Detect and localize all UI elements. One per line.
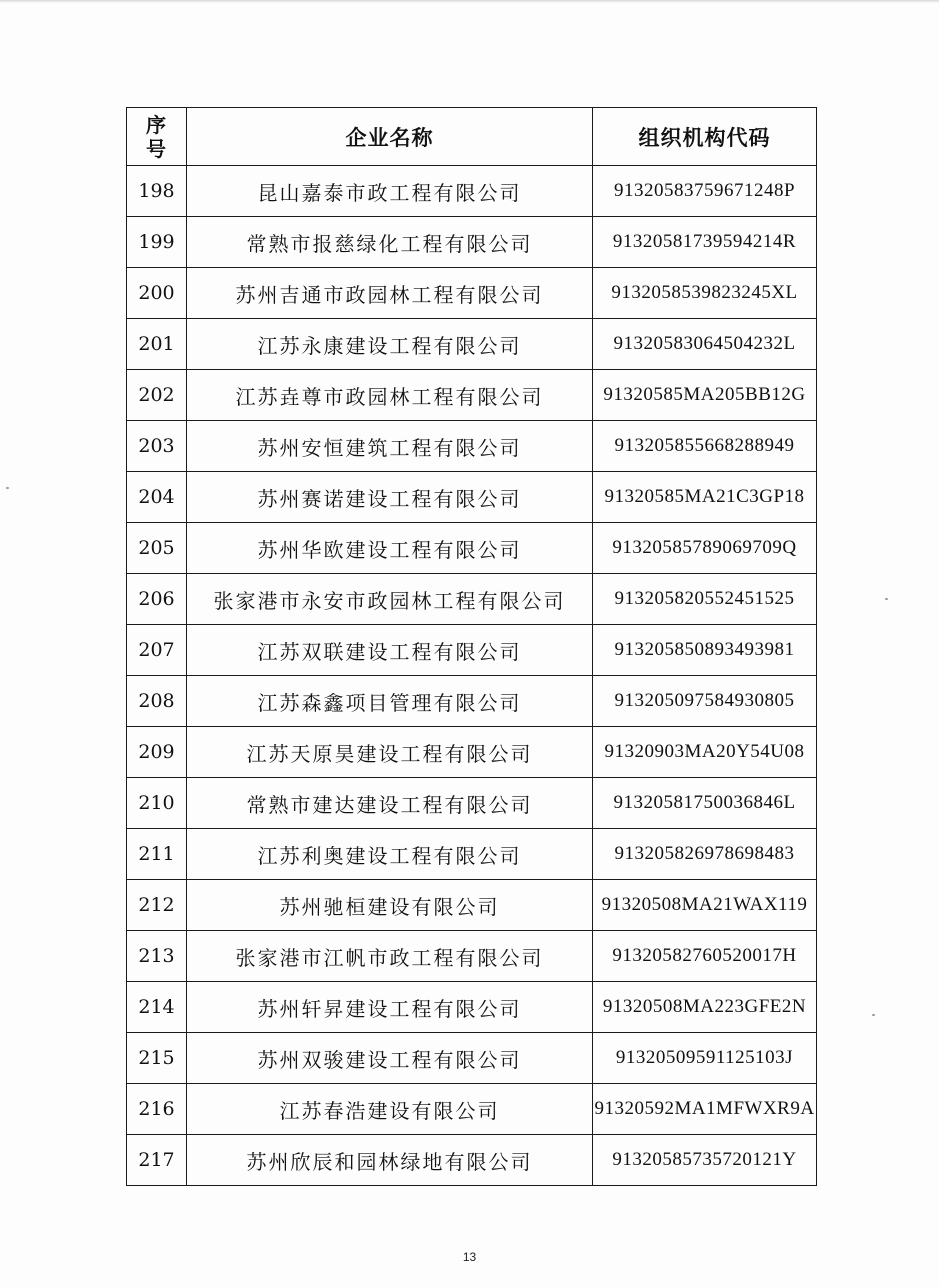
row-company-name-cell: 苏州华欧建设工程有限公司 bbox=[187, 523, 593, 574]
table-row bbox=[127, 880, 817, 931]
table-row bbox=[127, 676, 817, 727]
row-index-cell: 212 bbox=[127, 880, 187, 931]
row-company-name-cell: 苏州赛诺建设工程有限公司 bbox=[187, 472, 593, 523]
table-row bbox=[127, 523, 817, 574]
row-company-name-cell: 苏州双骏建设工程有限公司 bbox=[187, 1033, 593, 1084]
table-row bbox=[127, 166, 817, 217]
row-company-name-cell: 江苏双联建设工程有限公司 bbox=[187, 625, 593, 676]
row-company-name-cell: 张家港市江帆市政工程有限公司 bbox=[187, 931, 593, 982]
row-index-cell: 202 bbox=[127, 370, 187, 421]
row-org-code-cell: 91320583064504232L bbox=[593, 319, 817, 370]
table-row bbox=[127, 319, 817, 370]
row-company-name-cell: 苏州驰桓建设有限公司 bbox=[187, 880, 593, 931]
row-index-cell: 215 bbox=[127, 1033, 187, 1084]
table-header-row bbox=[127, 108, 817, 166]
header-company-name: 企业名称 bbox=[187, 108, 593, 166]
row-org-code-cell: 91320585MA21C3GP18 bbox=[593, 472, 817, 523]
table-row bbox=[127, 217, 817, 268]
row-org-code-cell: 91320585MA205BB12G bbox=[593, 370, 817, 421]
row-org-code-cell: 913205097584930805 bbox=[593, 676, 817, 727]
row-org-code-cell: 91320508MA223GFE2N bbox=[593, 982, 817, 1033]
table-row bbox=[127, 574, 817, 625]
header-index-line2: 号 bbox=[146, 136, 167, 161]
row-org-code-cell: 913205850893493981 bbox=[593, 625, 817, 676]
row-org-code-cell: 91320581750036846L bbox=[593, 778, 817, 829]
scan-speck bbox=[6, 487, 9, 489]
table-row bbox=[127, 829, 817, 880]
row-company-name-cell: 江苏永康建设工程有限公司 bbox=[187, 319, 593, 370]
table-row bbox=[127, 472, 817, 523]
scan-speck bbox=[872, 1014, 875, 1016]
row-company-name-cell: 昆山嘉泰市政工程有限公司 bbox=[187, 166, 593, 217]
row-index-cell: 200 bbox=[127, 268, 187, 319]
row-index-cell: 203 bbox=[127, 421, 187, 472]
table-row bbox=[127, 421, 817, 472]
row-company-name-cell: 常熟市报慈绿化工程有限公司 bbox=[187, 217, 593, 268]
row-index-cell: 216 bbox=[127, 1084, 187, 1135]
row-org-code-cell: 91320508MA21WAX119 bbox=[593, 880, 817, 931]
row-company-name-cell: 江苏利奥建设工程有限公司 bbox=[187, 829, 593, 880]
row-org-code-cell: 913205855668288949 bbox=[593, 421, 817, 472]
row-company-name-cell: 江苏森鑫项目管理有限公司 bbox=[187, 676, 593, 727]
row-org-code-cell: 91320583759671248P bbox=[593, 166, 817, 217]
row-org-code-cell: 9132058539823245XL bbox=[593, 268, 817, 319]
page-number: 13 bbox=[462, 1250, 477, 1264]
table-body bbox=[127, 166, 817, 1186]
row-org-code-cell: 91320581739594214R bbox=[593, 217, 817, 268]
row-company-name-cell: 江苏垚尊市政园林工程有限公司 bbox=[187, 370, 593, 421]
row-company-name-cell: 苏州吉通市政园林工程有限公司 bbox=[187, 268, 593, 319]
row-org-code-cell: 91320582760520017H bbox=[593, 931, 817, 982]
row-company-name-cell: 张家港市永安市政园林工程有限公司 bbox=[187, 574, 593, 625]
row-index-cell: 206 bbox=[127, 574, 187, 625]
table-row bbox=[127, 982, 817, 1033]
header-index-line1: 序 bbox=[146, 112, 167, 137]
row-org-code-cell: 913205820552451525 bbox=[593, 574, 817, 625]
table-row bbox=[127, 625, 817, 676]
enterprise-table bbox=[126, 107, 817, 1186]
table-row bbox=[127, 370, 817, 421]
table-row bbox=[127, 1084, 817, 1135]
row-org-code-cell: 91320592MA1MFWXR9A bbox=[593, 1084, 817, 1135]
row-index-cell: 204 bbox=[127, 472, 187, 523]
scan-speck bbox=[885, 598, 888, 600]
row-org-code-cell: 91320585789069709Q bbox=[593, 523, 817, 574]
row-index-cell: 211 bbox=[127, 829, 187, 880]
row-index-cell: 217 bbox=[127, 1135, 187, 1186]
table-row bbox=[127, 268, 817, 319]
row-index-cell: 208 bbox=[127, 676, 187, 727]
row-company-name-cell: 常熟市建达建设工程有限公司 bbox=[187, 778, 593, 829]
table-row bbox=[127, 1033, 817, 1084]
row-org-code-cell: 913205826978698483 bbox=[593, 829, 817, 880]
row-index-cell: 198 bbox=[127, 166, 187, 217]
row-index-cell: 210 bbox=[127, 778, 187, 829]
scan-edge bbox=[0, 0, 939, 3]
row-index-cell: 207 bbox=[127, 625, 187, 676]
row-org-code-cell: 91320903MA20Y54U08 bbox=[593, 727, 817, 778]
row-org-code-cell: 91320509591125103J bbox=[593, 1033, 817, 1084]
header-index bbox=[127, 108, 187, 166]
row-index-cell: 201 bbox=[127, 319, 187, 370]
row-index-cell: 214 bbox=[127, 982, 187, 1033]
row-index-cell: 199 bbox=[127, 217, 187, 268]
table-row bbox=[127, 727, 817, 778]
row-company-name-cell: 苏州安恒建筑工程有限公司 bbox=[187, 421, 593, 472]
row-company-name-cell: 江苏天原昊建设工程有限公司 bbox=[187, 727, 593, 778]
row-company-name-cell: 江苏春浩建设有限公司 bbox=[187, 1084, 593, 1135]
row-company-name-cell: 苏州轩昇建设工程有限公司 bbox=[187, 982, 593, 1033]
row-index-cell: 205 bbox=[127, 523, 187, 574]
row-company-name-cell: 苏州欣辰和园林绿地有限公司 bbox=[187, 1135, 593, 1186]
table-row bbox=[127, 1135, 817, 1186]
table-row bbox=[127, 931, 817, 982]
row-index-cell: 213 bbox=[127, 931, 187, 982]
table-row bbox=[127, 778, 817, 829]
header-org-code: 组织机构代码 bbox=[593, 108, 817, 166]
row-org-code-cell: 91320585735720121Y bbox=[593, 1135, 817, 1186]
row-index-cell: 209 bbox=[127, 727, 187, 778]
